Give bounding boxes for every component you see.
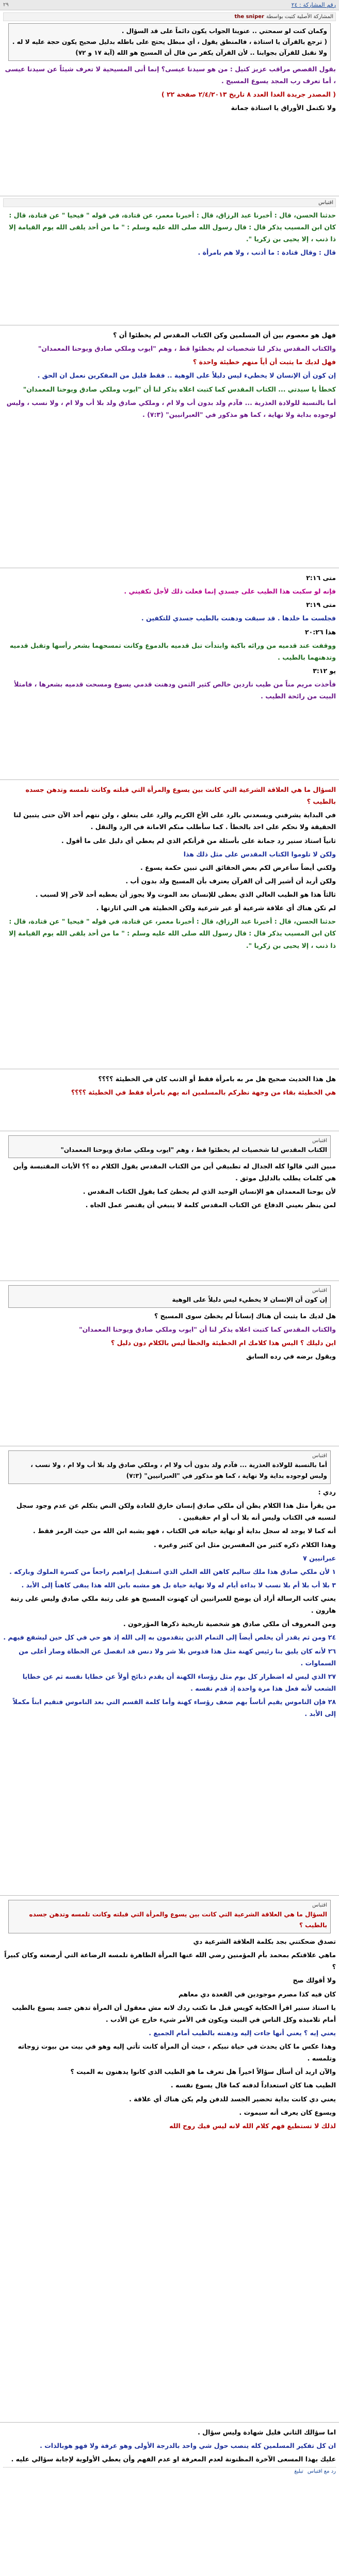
post-paragraph: وهذا الكلام ذكره كثير من المفسرين مثل ابن كثير وغيره . — [153, 1540, 336, 1549]
post-paragraph: ولكني أيضاً سأعرض لكم بعض الحقائق التي تبين حكمة يسوع . — [140, 863, 336, 871]
post-block-9 — [0, 1446, 339, 1896]
post-paragraph: فهل هو معصوم بين أن المسلمين وكن الكتاب المقدس لم يخطئوا أن ؟ — [113, 331, 336, 339]
post-paragraph: لمن ينظر بعيني الدفاع عن الكتاب المقدس كلمة لا ينبغي أن يقتصر عمل الجاه . — [85, 1201, 336, 1209]
quote-title: اقتباس — [312, 1138, 327, 1144]
quote-line: وكمان كنت لو سمحتي .. عنوينا الجواب يكون دائماً على قد السؤال . — [121, 27, 327, 35]
post-paragraph: تصدق ضحكتني بجد بكلمة العلاقة الشرعية دي — [193, 1938, 336, 1945]
post-paragraph: متى ٢:١٦ — [306, 574, 336, 582]
post-paragraph: الطيب هنا كان استعداداً لدفنه كما قال يسوع نفسه . — [170, 2081, 336, 2089]
post-paragraph: ( المصدر جريدة الغدا العدد ٨ تاريخ ٢/٤/٢٠١٣ صفحة ٢٢ ) — [161, 90, 336, 99]
quote-box — [8, 1135, 331, 1158]
post-paragraph: ان كل تفكير المسلمين كله ينصب حول شي واحد بالدرجة الأولى وهو عرفة ولا فهو هوبالذات . — [40, 2442, 336, 2450]
post-index: ٢٩ — [3, 2, 9, 8]
quote-box — [8, 1285, 331, 1308]
post-paragraph: هل لديك ما يثبت أن هناك إنساناً لم يخطئ سوى المسيح ؟ — [154, 1312, 336, 1320]
quote-line: السؤال ما هي العلاقة الشرعية التي كانت بين يسوع والمرأة التي قبلته وكانت تلمسه وتدهن جسده بالطيب ؟ — [29, 1911, 327, 1929]
post-block-11 — [0, 2423, 339, 2557]
post-paragraph: فأخذت مريم مناً من طيب ناردين خالص كثير الثمن ودهنت قدمي يسوع ومسحت قدميه بشعرها ، فامتلأ البيت من رائحة الطيب . — [14, 680, 336, 700]
post-footer — [3, 2467, 336, 2474]
post-paragraph: فهل لديك ما يثبت أن أياً منهم خطيئة واحدة ؟ — [193, 358, 336, 366]
post-paragraph: في البداية يشرفني ويسعدني بالرد على الأخ الكريم والرد على يتعلق ، ولن نتهم أحد الآن حتى يتبين لنا الحقيقة ولا نحكم على احد بالخطأ . كما سأطلب منكم الامانة في الرد والنقل . — [13, 811, 336, 831]
post-paragraph: يعني كاتب الرسالة أراد أن يوضح للعبرانيين أن كهنوت المسيح هو على رتبة ملكي صادق وليس على رتبة هارون . — [10, 1595, 336, 1615]
post-block-8 — [0, 1281, 339, 1446]
post-paragraph: متى ٢:١٩ — [306, 601, 336, 609]
post-paragraph: يو ٣:١٢ — [313, 666, 336, 675]
post-paragraph: والآن اريد أن أسأل سؤالاً اخيراً هل تعرف ما هو الطيب الذي كانوا يدهنون به الميت ؟ — [70, 2068, 336, 2076]
post-paragraph: إن كون أن الإنسان لا يخطيء ليس دليلاً على الوهية .. فقط قليل من المفكرين نعمل ان الحق . — [37, 371, 336, 380]
post-paragraph: ١ لأن ملكي صادق هذا ملك ساليم كاهن الله العلي الذي استقبل إبراهيم راجعاً من كسرة الملوك وباركه . — [9, 1567, 336, 1575]
post-paragraph: وهذا عكس ما كان يحدث في حياة نبيكم ، حيث أن المرأة كانت تأتي إليه وهو في بيت من بيوت زوجاته وتلمسه . — [18, 2042, 336, 2063]
post-paragraph: ولكن أريد أن أشير إلى أن القرآن يعترف بأن المسيح ولد بدون أب . — [125, 877, 336, 885]
post-paragraph: والكتاب المقدس يذكر لنا شخصيات لم يخطئوا قط ، وهم "ايوب وملكي صادق ويوحنا المعمدان" — [38, 345, 336, 353]
quote-line: إن كون أن الإنسان لا يخطيء ليس دليلاً على الوهية — [172, 1296, 327, 1303]
quote-line: ( ترجع بالقرآن يا استاذة ، فالمنطق يقول ، أي مبطل يحتج على باطله بدليل صحيح يكون حجة عليه لا له . — [12, 38, 327, 45]
post-paragraph: ماهي علاقتكم بمحمد بأم المؤمنين رضي الله عنها المرأة الطاهرة تلمسه الرضاعة التي أرضعته وكان كبيراً ؟ — [4, 1951, 336, 1971]
quote-prefix: اقتباس — [318, 200, 333, 206]
post-paragraph: من يقرأ مثل هذا الكلام يظن أن ملكي صادق إنسان خارق للعادة ولكن النص يتكلم عن عدم وجود سجل لنسبه في الكتاب وليس أنه بلا أب أو ام حقيقيين . — [16, 1502, 336, 1522]
post-block-10 — [0, 1896, 339, 2423]
quote-box — [8, 1900, 331, 1933]
post-paragraph: حدثنا الحسن، قال : أخبرنا عبد الرزاق، قال : أخبرنا معمر، عن قتادة، في قوله " فيحيا " عن قتادة، قال : كان ابن المسيب يذكر قال : قال رسول الله صلى الله عليه وسلم : " ما من أحد يلقى الله يوم القيامة إلا ذا ذنب ، إلا يحيى بن زكريا ". — [9, 917, 336, 949]
post-paragraph: هذا ٢٠:٢٦ — [304, 628, 336, 636]
post-block-4 — [0, 568, 339, 780]
post-paragraph: فجلست ما خلدها . قد سبقت ودهنت بالطيب جسدي للتكفين . — [141, 614, 336, 622]
post-paragraph: ثالثاً هذا هو الطيب العالي الذي يعطى للإنسان بعد الموت ولا يجوز أن يعطيه أحد لآخر إلا لسبب . — [35, 891, 336, 898]
post-paragraph: اما سؤالك الثاني فليل شهادة وليس سؤال . — [198, 2428, 336, 2436]
post-block-6 — [0, 1069, 339, 1131]
quote-prefix: المشاركة الأصلية كتبت بواسطة — [266, 14, 333, 20]
post-paragraph: أنه كما لا يوجد له سجل بداية أو نهاية حياته في الكتاب ، فهو يشبه ابن الله من حيث الرمز فقط . — [33, 1527, 336, 1535]
post-paragraph: يعني إيه ؟ يعني أنها جاءت إليه ودهنته بالطيب أمام الجميع . — [149, 2028, 336, 2037]
post-paragraph: كان فيه كذا مصرم موجودين في القعدة دي معاهم — [178, 1990, 336, 1998]
post-paragraph: عليك بهذا المسعى الآخرة المظنونة لعدم المعرفة او عدم الفهم وأن يعطي الأولوية لإجابة سؤالي عليه . — [11, 2455, 336, 2463]
post-paragraph: لأن يوحنا المعمدان هو الإنسان الوحيد الذي لم يخطئ كما يقول الكتاب المقدس . — [83, 1188, 336, 1196]
quote-title: اقتباس — [312, 1453, 327, 1459]
post-block-5 — [0, 780, 339, 1069]
quote-title: اقتباس — [312, 1902, 327, 1908]
post-paragraph: ولا تكتمل الأوراق يا استاذة جمانة — [231, 104, 336, 112]
post-paragraph: ووقفت عند قدميه من ورائه باكية وابتدأت تبل قدميه بالدموع وكانت تمسحهما بشعر رأسها وتقبل قدميه وتدهنهما بالطيب . — [9, 641, 336, 661]
post-paragraph: قال : وقال قتادة : ما أذنب ، ولا هم بامرأة . — [198, 248, 336, 257]
post-paragraph: فإنه لو سكبت هذا الطيب على جسدي إنما فعلت ذلك لأجل تكفيني . — [124, 587, 336, 596]
post-topbar — [0, 0, 339, 10]
post-paragraph: اين دليلك ؟ اليس هذا كلامك ام الخطيئة والخطأ ليس بالكلام دون دليل ؟ — [110, 1339, 336, 1347]
report-button[interactable]: تبليغ — [294, 2469, 303, 2475]
post-paragraph: عبرانيين ٧ — [303, 1554, 336, 1562]
quote-author[interactable]: the sniper — [234, 14, 264, 20]
post-paragraph: ٢٧ الذي ليس له اضطرار كل يوم مثل رؤساء الكهنة أن يقدم ذبائح أولاً عن خطايا نفسه ثم عن خطايا الشعب لأنه فعل هذا مرة واحدة إذ قدم نفسه . — [22, 1672, 336, 1692]
post-paragraph: هي الخطيئة بقاء من وجهة نظركم بالمسلمين انه يهم بامرأة فقط في الخطيئة ؟؟؟؟ — [71, 1088, 336, 1097]
post-block-1 — [0, 10, 339, 196]
post-paragraph: ٣ بلا أب بلا أم بلا نسب لا بداءة أيام له ولا نهاية حياة بل هو مشبه بابن الله هذا يبقى كاهناً إلى الأبد . — [21, 1581, 336, 1589]
post-paragraph: بقول القصص مراقب عزيز كتيل : من هو سيدنا عيسى؟ إنما أنى المسيحية لا تعرف شيئاً عن سيدنا عيسى ، أما تعرف رب المجد يسوع المسيح . — [5, 65, 336, 85]
quote-line: أما بالنسبة للولادة العذرية ... فآدم ولد بدون أب ولا ام ، وملكي صادق ولد بلا أب ولا ام ، ولا نسب ، وليس لوجوده بداية ولا نهاية ، كما هو مذكور في "العبرانيين" (٧:٣) — [30, 1461, 327, 1479]
post-paragraph: والكتاب المقدس كما كتبت اعلاه يذكر لنا أن "ايوب وملكي صادق ويوحنا المعمدان" — [79, 1325, 336, 1334]
post-paragraph: حدثنا الحسن، قال : أخبرنا عبد الرزاق، قال : أخبرنا معمر، عن قتادة، في قوله " فيحيا " عن قتادة، قال : كان ابن المسيب يذكر قال : قال رسول الله صلى الله عليه وسلم : " ما من أحد يلقى الله يوم القيامة إلا ذا ذنب ، إلا يحيى بن زكريا ". — [9, 211, 336, 243]
post-paragraph: هل هذا الحديث صحيح هل مر به بامرأة فقط أو الذنب كان في الخطيئة ؟؟؟؟ — [98, 1075, 336, 1083]
reply-with-quote-button[interactable]: رد مع اقتباس — [307, 2469, 336, 2475]
post-paragraph: أما بالنسبة للولادة العذرية ... فآدم ولد بدون أب ولا ام ، وملكي صادق ولد بلا أب ولا ام ، ولا نسب ، وليس لوجوده بداية ولا نهاية ، كما هو مذكور في "العبرانيين" (٧:٣) . — [6, 398, 336, 418]
quote-line: الكتاب المقدس لنا شخصيات لم يخطئوا قط ، وهم "ايوب وملكي صادق ويوحنا المعمدان" — [60, 1146, 327, 1153]
post-paragraph: ولا أقولك صح — [293, 1976, 336, 1985]
post-paragraph: ردي : — [318, 1488, 336, 1496]
post-paragraph: السؤال ما هي العلاقة الشرعية التي كانت بين يسوع والمرأة التي قبلته وكانت تلمسه وتدهن جسده بالطيب ؟ — [25, 786, 336, 806]
post-paragraph: يعني دي كانت بداية تحضير الجسد للدفن ولم يكن هناك أي علاقة . — [129, 2095, 336, 2103]
post-paragraph: ومن المعروف أن ملكي صادق هو شخصية تاريخية ذكرها المؤرخون . — [123, 1620, 336, 1628]
post-paragraph: كخطأ يا سيدتي ... الكتاب المقدس كما كتبت اعلاه يذكر لنا أن "ايوب وملكي صادق ويوحنا المعمدان" — [23, 385, 336, 393]
post-paragraph: مبين التي قالوا كله الجدال له تطبيقي أين من الكتاب المقدس يقول الكلام ده ؟؟ الأيات المقتبسة وأين هي كلمات يطلب بالدليل موثق . — [13, 1162, 336, 1182]
quote-line: ولا نقبل للقرآن بجوابنا .. لأن القرآن يكفر من قال أن المسيح هو الله (آية ١٧ و ٧٢) — [75, 49, 327, 56]
post-paragraph: ٢٨ فإن الناموس يقيم أناساً بهم ضعف رؤساء كهنة وأما كلمة القسم التي بعد الناموس فتقيم ابناً مكملاً إلى الأبد . — [12, 1698, 336, 1718]
post-block-2 — [0, 196, 339, 325]
post-block-7 — [0, 1131, 339, 1281]
post-paragraph: يا استاذ سنير اقرأ الحكاية كويس قبل ما تكتب ردك لانه مش معقول أن المرأة تدهن جسد يسوع بالطيب أمام تلاميذه وكل الناس في البيت ويكون في الأمر شيء خارج عن الأدب . — [12, 2003, 336, 2023]
post-block-3 — [0, 325, 339, 568]
post-paragraph: ٢٤ ومن ثم يقدر أن يخلص أيضاً إلى التمام الذين يتقدمون به إلى الله إذ هو حي في كل حين ليشفع فيهم . — [3, 1633, 336, 1642]
quote-header — [3, 12, 336, 21]
post-paragraph: ويسوع كان يعرف أنه سيموت . — [239, 2108, 336, 2116]
quote-box — [8, 23, 331, 61]
post-paragraph: ولكن لا تلوموا الكتاب المقدس على مثل ذلك هذا — [183, 850, 336, 858]
post-paragraph: ٢٦ لأنه كان يليق بنا رئيس كهنة مثل هذا قدوس بلا شر ولا دنس قد انفصل عن الخطاة وصار أعلى من السماوات . — [19, 1647, 336, 1667]
post-paragraph: ثانياً استاذ سنير رد جمانة على بأسئلة من قرأنكم الذي لم يعطي أي دليل على ما أقول . — [61, 836, 336, 845]
quote-header — [3, 198, 336, 207]
post-paragraph: لم تكن هناك أي علاقة شرعية أو غير شرعية ولكن الخطيئة هي التي اثارتها . — [96, 904, 336, 912]
post-paragraph: ويقول برضه في رده السابق — [246, 1352, 336, 1361]
post-paragraph: لذلك لا تستطيع فهم كلام الله لانه ليس فيك روح الله — [169, 2121, 336, 2130]
quote-title: اقتباس — [312, 1288, 327, 1293]
post-number-link[interactable]: رقم المشاركة : ٢٤ — [291, 2, 336, 8]
quote-box — [8, 1450, 331, 1484]
